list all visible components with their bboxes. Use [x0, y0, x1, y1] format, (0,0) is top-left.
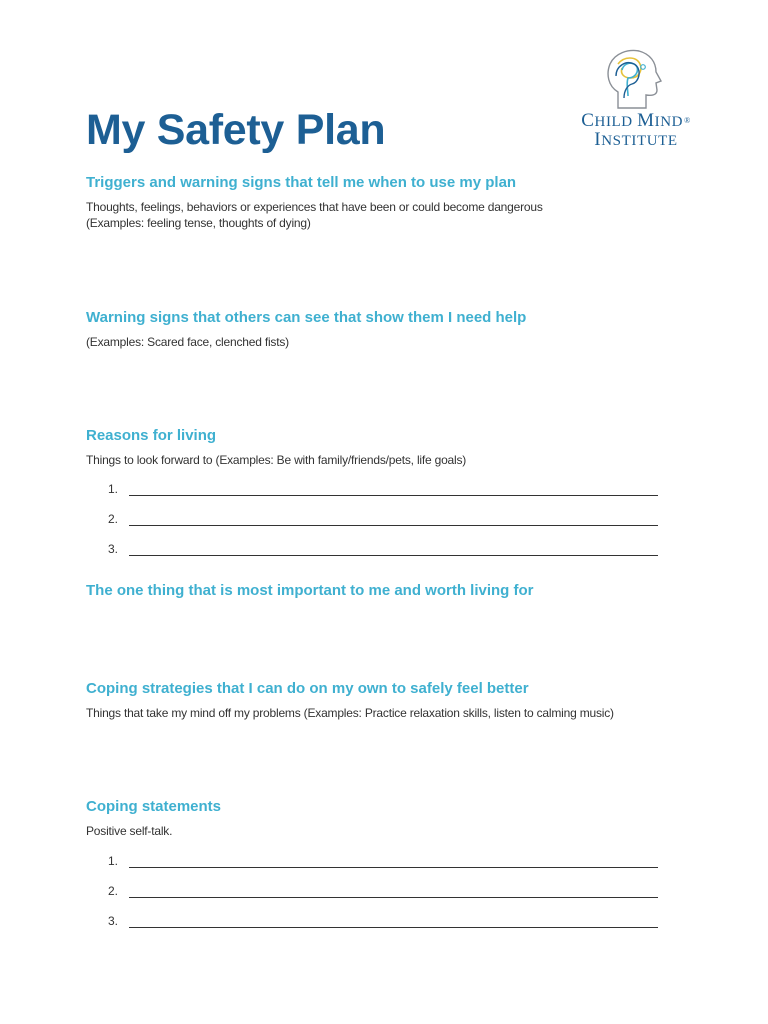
- list-number: 3.: [108, 542, 119, 556]
- answer-line[interactable]: [129, 897, 658, 898]
- section-description: Thoughts, feelings, behaviors or experiences that have been or could become dangerous (Examples: feeling tense, thoughts of dying): [86, 200, 543, 230]
- section-heading: Coping statements: [86, 798, 222, 815]
- section-description: Positive self-talk.: [86, 824, 173, 838]
- answer-line[interactable]: [129, 525, 658, 526]
- section-heading: Coping strategies that I can do on my own to safely feel better: [86, 680, 529, 697]
- section-description: Things that take my mind off my problems (Examples: Practice relaxation skills, listen to calming music): [86, 706, 614, 720]
- list-number: 1.: [108, 854, 119, 868]
- list-number: 1.: [108, 482, 119, 496]
- section-most-important: [86, 581, 686, 601]
- list-item[interactable]: [108, 914, 660, 930]
- section-heading: Warning signs that others can see that show them I need help: [86, 309, 527, 326]
- answer-line[interactable]: [129, 555, 658, 556]
- list-item[interactable]: [108, 512, 660, 528]
- list-number: 3.: [108, 914, 119, 928]
- page-title: My Safety Plan: [86, 106, 386, 154]
- answer-line[interactable]: [129, 495, 658, 496]
- section-coping-statements: [86, 797, 686, 839]
- section-description: Things to look forward to (Examples: Be with family/friends/pets, life goals): [86, 453, 467, 467]
- section-triggers: [86, 173, 686, 231]
- section-heading: Reasons for living: [86, 427, 217, 444]
- head-profile-icon: [604, 48, 666, 112]
- logo-wordmark: CHILD MIND® INSTITUTE: [581, 110, 691, 150]
- list-number: 2.: [108, 512, 119, 526]
- section-warning-signs: [86, 308, 686, 350]
- list-number: 2.: [108, 884, 119, 898]
- section-reasons-for-living: [86, 426, 686, 468]
- section-coping-strategies: [86, 679, 686, 721]
- section-heading: The one thing that is most important to me and worth living for: [86, 582, 534, 599]
- list-item[interactable]: [108, 884, 660, 900]
- list-item[interactable]: [108, 542, 660, 558]
- list-item[interactable]: [108, 854, 660, 870]
- child-mind-institute-logo: [574, 48, 698, 152]
- answer-line[interactable]: [129, 927, 658, 928]
- section-description: (Examples: Scared face, clenched fists): [86, 335, 289, 349]
- section-heading: Triggers and warning signs that tell me when to use my plan: [86, 174, 517, 191]
- answer-line[interactable]: [129, 867, 658, 868]
- list-item[interactable]: [108, 482, 660, 498]
